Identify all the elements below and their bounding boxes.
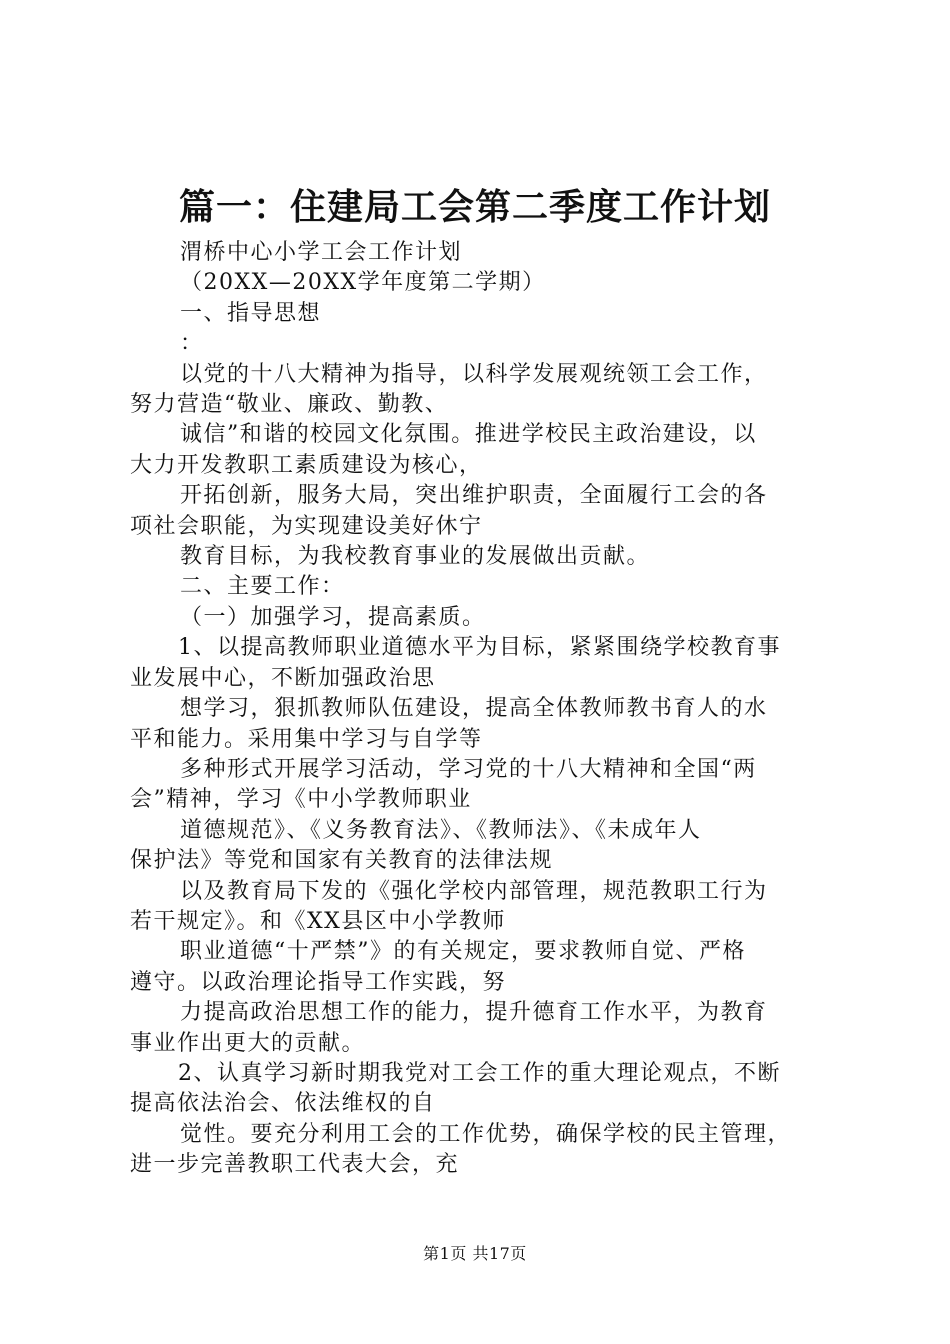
- text-line: 保护法》等党和国家有关教育的法律法规: [130, 848, 554, 874]
- text-line: 大力开发教职工素质建设为核心，: [130, 452, 483, 478]
- text-line: 平和能力。采用集中学习与自学等: [130, 726, 483, 752]
- text-line: 职业道德“十严禁”》的有关规定，要求教师自觉、严格: [180, 939, 746, 965]
- text-line: 一、指导思想: [180, 300, 322, 326]
- text-line: 努力营造“敬业、廉政、勤教、: [130, 392, 449, 418]
- text-line: 觉性。要充分利用工会的工作优势，确保学校的民主管理，: [180, 1121, 792, 1147]
- page-footer: 第1页 共17页: [423, 1244, 527, 1263]
- text-line: 以党的十八大精神为指导，以科学发展观统领工会工作，: [180, 361, 768, 387]
- text-line: 2、认真学习新时期我党对工会工作的重大理论观点，不断: [178, 1060, 781, 1086]
- text-line: 教育目标，为我校教育事业的发展做出贡献。: [180, 544, 651, 570]
- text-line: 力提高政治思想工作的能力，提升德育工作水平，为教育: [180, 1000, 768, 1026]
- text-line: （20XX—20XX学年度第二学期）: [180, 270, 546, 296]
- text-line: 开拓创新，服务大局，突出维护职责，全面履行工会的各: [180, 483, 768, 509]
- text-line: 提高依法治会、依法维权的自: [130, 1091, 436, 1117]
- text-line: 以及教育局下发的《强化学校内部管理，规范教职工行为: [180, 878, 768, 904]
- text-line: 若干规定》。和《XX县区中小学教师: [130, 908, 506, 934]
- document-body: [130, 238, 840, 1181]
- text-line: 项社会职能，为实现建设美好休宁: [130, 513, 483, 539]
- text-line: 想学习，狠抓教师队伍建设，提高全体教师教书育人的水: [180, 696, 768, 722]
- text-line: 道德规范》、《义务教育法》、《教师法》、《未成年人: [180, 817, 702, 843]
- text-line: 事业作出更大的贡献。: [130, 1030, 366, 1056]
- text-line: 渭桥中心小学工会工作计划: [180, 240, 463, 265]
- text-line: 1、以提高教师职业道德水平为目标，紧紧围绕学校教育事: [178, 635, 781, 661]
- text-line: 二、主要工作：: [180, 574, 345, 600]
- document-title: 篇一：住建局工会第二季度工作计划: [178, 187, 771, 228]
- text-line: 遵守。以政治理论指导工作实践，努: [130, 969, 507, 995]
- text-line: 多种形式开展学习活动，学习党的十八大精神和全国“两: [180, 756, 757, 782]
- text-line: 业发展中心，不断加强政治思: [130, 665, 436, 691]
- text-line: 进一步完善教职工代表大会，充: [130, 1152, 460, 1178]
- text-line: （一）加强学习，提高素质。: [180, 604, 486, 630]
- text-line: 诚信”和谐的校园文化氛围。推进学校民主政治建设，以: [180, 422, 757, 448]
- text-line: 会”精神，学习《中小学教师职业: [130, 787, 472, 813]
- text-line: ：: [180, 331, 204, 357]
